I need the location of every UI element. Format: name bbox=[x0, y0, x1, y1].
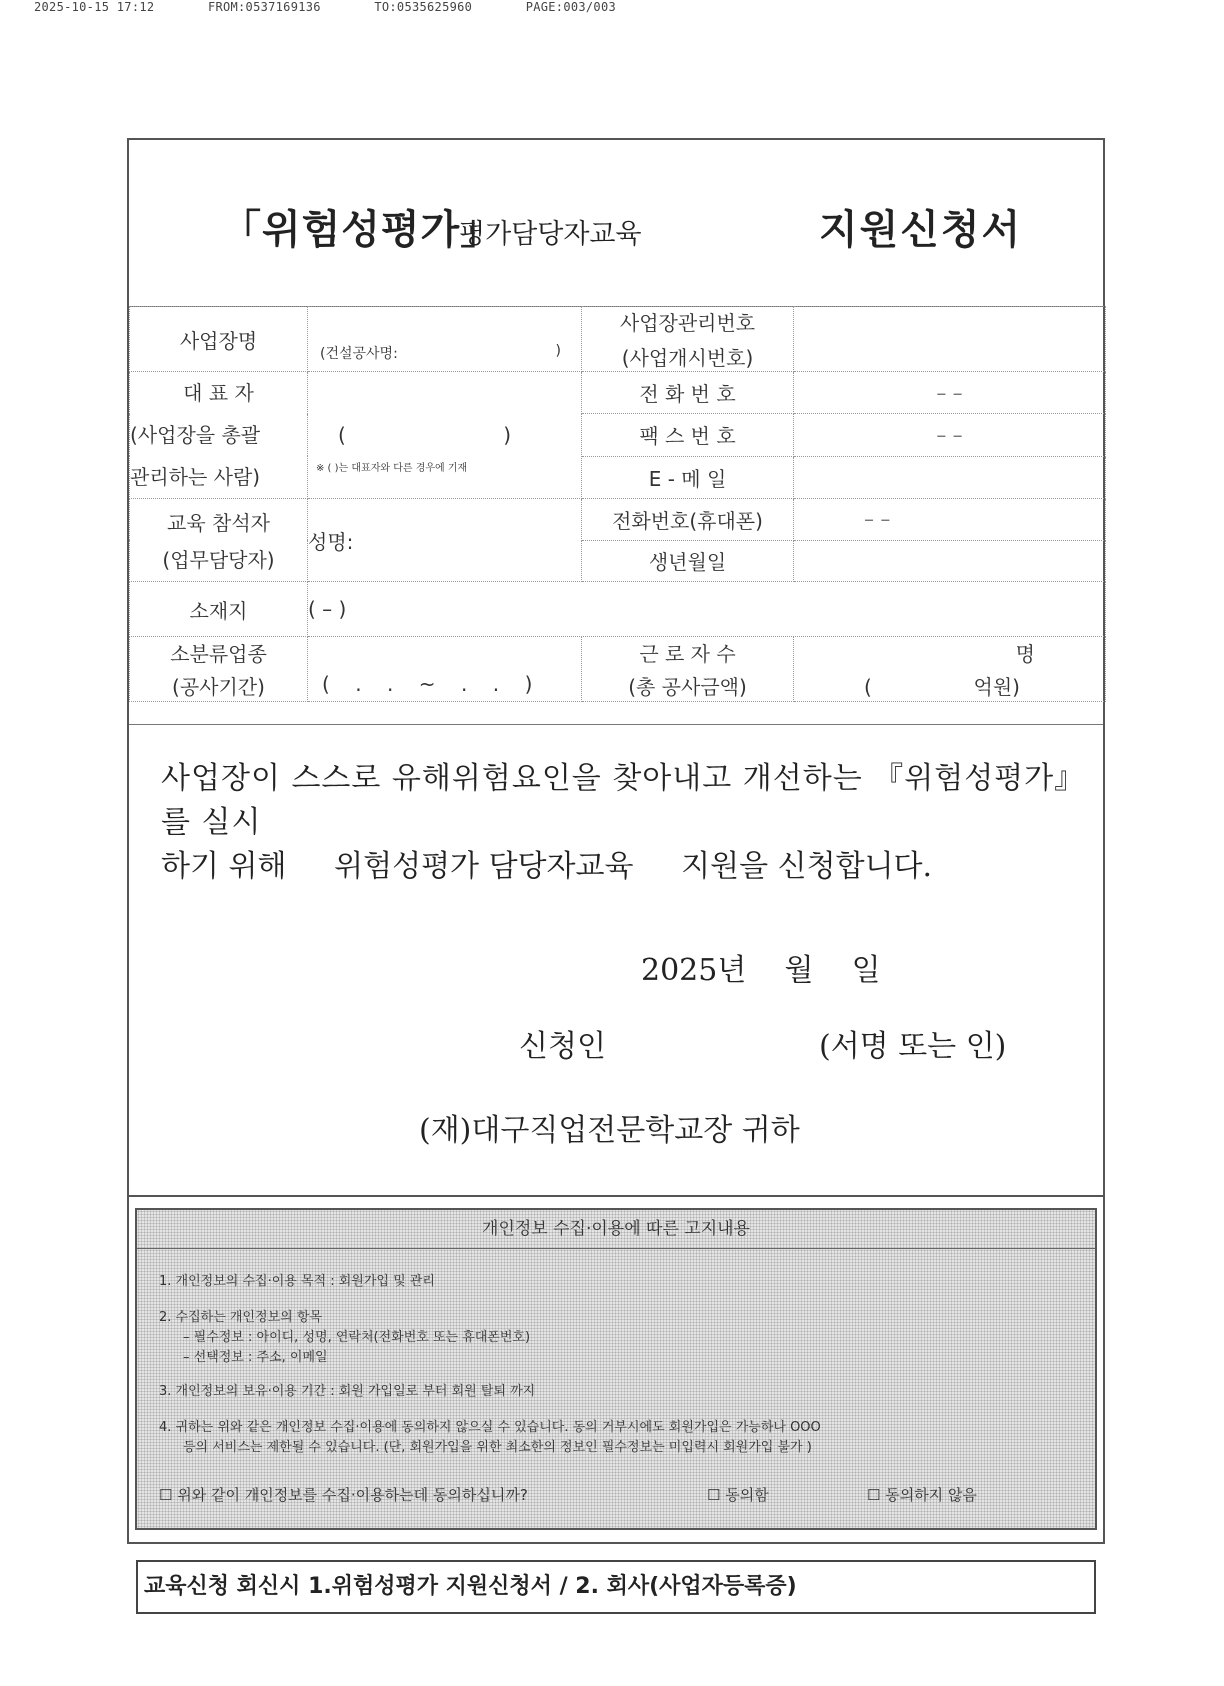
birth-label: 생년월일 bbox=[582, 540, 794, 582]
consent-question: ☐ 위와 같이 개인정보를 수집·이용하는데 동의하십니까? bbox=[159, 1486, 528, 1504]
biz-name-hint-close: ) bbox=[555, 343, 561, 359]
signature-field[interactable]: (서명 또는 인) bbox=[819, 1029, 1007, 1064]
application-date[interactable]: 2025년 월 일 bbox=[641, 953, 881, 988]
biz-mgmt-no-label bbox=[582, 307, 794, 372]
agree-checkbox[interactable]: ☐ 동의함 bbox=[707, 1486, 769, 1504]
address-field[interactable]: ( – ) bbox=[308, 582, 1106, 637]
attendee-name-field[interactable] bbox=[308, 499, 582, 582]
period-value: ( . . ~ . . ) bbox=[322, 672, 533, 696]
fax-field[interactable]: – – bbox=[794, 414, 1106, 456]
title-sub: 평가담당자교육 bbox=[459, 219, 642, 250]
biz-mgmt-no-label-1: 사업장관리번호 bbox=[619, 311, 756, 335]
rep-field[interactable] bbox=[308, 372, 582, 499]
industry-label-1: 소분류업종 bbox=[170, 642, 267, 666]
fax-header bbox=[34, 0, 662, 14]
application-statement bbox=[129, 724, 1103, 1197]
workers-unit: 명 bbox=[1015, 642, 1035, 666]
recipient: (재)대구직업전문학교장 귀하 bbox=[419, 1113, 800, 1148]
biz-mgmt-no-field[interactable] bbox=[794, 307, 1106, 372]
attendee-name-label: 성명: bbox=[308, 529, 354, 554]
fax-to: TO:0535625960 bbox=[374, 0, 473, 14]
birth-field[interactable] bbox=[794, 540, 1106, 582]
industry-label-2: (공사기간) bbox=[172, 675, 265, 699]
privacy-item-1: 1. 개인정보의 수집·이용 목적 : 회원가입 및 관리 bbox=[159, 1274, 435, 1289]
rep-label-1: 대 표 자 bbox=[183, 381, 254, 405]
biz-mgmt-no-label-2: (사업개시번호) bbox=[621, 346, 754, 370]
rep-label-2: (사업장을 총괄 bbox=[130, 423, 261, 447]
mobile-field[interactable]: – – bbox=[794, 499, 1106, 541]
statement-line-2: 하기 위해 위험성평가 담당자교육 지원을 신청합니다. bbox=[161, 849, 933, 884]
biz-name-label: 사업장명 bbox=[130, 307, 308, 372]
applicant-label: 신청인 bbox=[519, 1029, 606, 1064]
email-field[interactable] bbox=[794, 456, 1106, 498]
industry-label bbox=[130, 637, 308, 702]
info-table bbox=[129, 306, 1106, 702]
attendee-label-2: (업무담당자) bbox=[162, 548, 275, 572]
privacy-item-2a: – 필수정보 : 아이디, 성명, 연락처(전화번호 또는 휴대폰번호) bbox=[183, 1330, 531, 1345]
mobile-label: 전화번호(휴대폰) bbox=[582, 499, 794, 541]
statement-line-1: 사업장이 스스로 유해위험요인을 찾아내고 개선하는 『위험성평가』를 실시 bbox=[161, 761, 1086, 840]
amount-value: ( 억원) bbox=[864, 675, 1020, 699]
title-right: 지원신청서 bbox=[819, 206, 1023, 253]
biz-name-field[interactable] bbox=[308, 307, 582, 372]
privacy-item-2b: – 선택정보 : 주소, 이메일 bbox=[183, 1350, 328, 1365]
attendee-label bbox=[130, 499, 308, 582]
footer-note: 교육신청 회신시 1.위험성평가 지원신청서 / 2. 회사(사업자등록증) bbox=[136, 1560, 1096, 1614]
fax-from: FROM:0537169136 bbox=[207, 0, 321, 14]
phone-field[interactable]: – – bbox=[794, 372, 1106, 414]
rep-note: ※ ( )는 대표자와 다른 경우에 기재 bbox=[316, 462, 468, 474]
phone-label: 전 화 번 호 bbox=[582, 372, 794, 414]
workers-label-1: 근 로 자 수 bbox=[639, 642, 736, 666]
address-label: 소재지 bbox=[130, 582, 308, 637]
workers-label bbox=[582, 637, 794, 702]
fax-page: PAGE:003/003 bbox=[525, 0, 616, 14]
privacy-notice bbox=[135, 1208, 1097, 1530]
rep-paren-open: ( bbox=[338, 422, 346, 447]
privacy-item-3: 3. 개인정보의 보유·이용 기간 : 회원 가입일로 부터 회원 탈퇴 까지 bbox=[159, 1384, 536, 1399]
title-main: 「위험성평가」 bbox=[221, 206, 502, 253]
rep-paren-close: ) bbox=[503, 422, 511, 447]
workers-label-2: (총 공사금액) bbox=[628, 675, 747, 699]
email-label: E - 메 일 bbox=[582, 456, 794, 498]
form-title bbox=[129, 140, 1103, 307]
privacy-title: 개인정보 수집·이용에 따른 고지내용 bbox=[137, 1210, 1095, 1249]
biz-name-hint: (건설공사명: bbox=[320, 346, 398, 362]
rep-label-3: 관리하는 사람) bbox=[130, 465, 261, 489]
privacy-item-4b: 등의 서비스는 제한될 수 있습니다. (단, 회원가입을 위한 최소한의 정보인 필수정보는 미입력시 회원가입 불가 ) bbox=[183, 1440, 812, 1455]
fax-label: 팩 스 번 호 bbox=[582, 414, 794, 456]
industry-field[interactable] bbox=[308, 637, 582, 702]
fax-datetime: 2025-10-15 17:12 bbox=[34, 0, 155, 14]
privacy-item-4a: 4. 귀하는 위와 같은 개인정보 수집·이용에 동의하지 않으실 수 있습니다. 동의 거부시에도 회원가입은 가능하나 OOO bbox=[159, 1420, 821, 1435]
workers-field[interactable] bbox=[794, 637, 1106, 702]
rep-label bbox=[130, 372, 308, 499]
attendee-label-1: 교육 참석자 bbox=[167, 511, 270, 535]
application-form bbox=[127, 138, 1105, 1544]
disagree-checkbox[interactable]: ☐ 동의하지 않음 bbox=[867, 1486, 977, 1504]
privacy-item-2: 2. 수집하는 개인정보의 항목 bbox=[159, 1310, 322, 1325]
